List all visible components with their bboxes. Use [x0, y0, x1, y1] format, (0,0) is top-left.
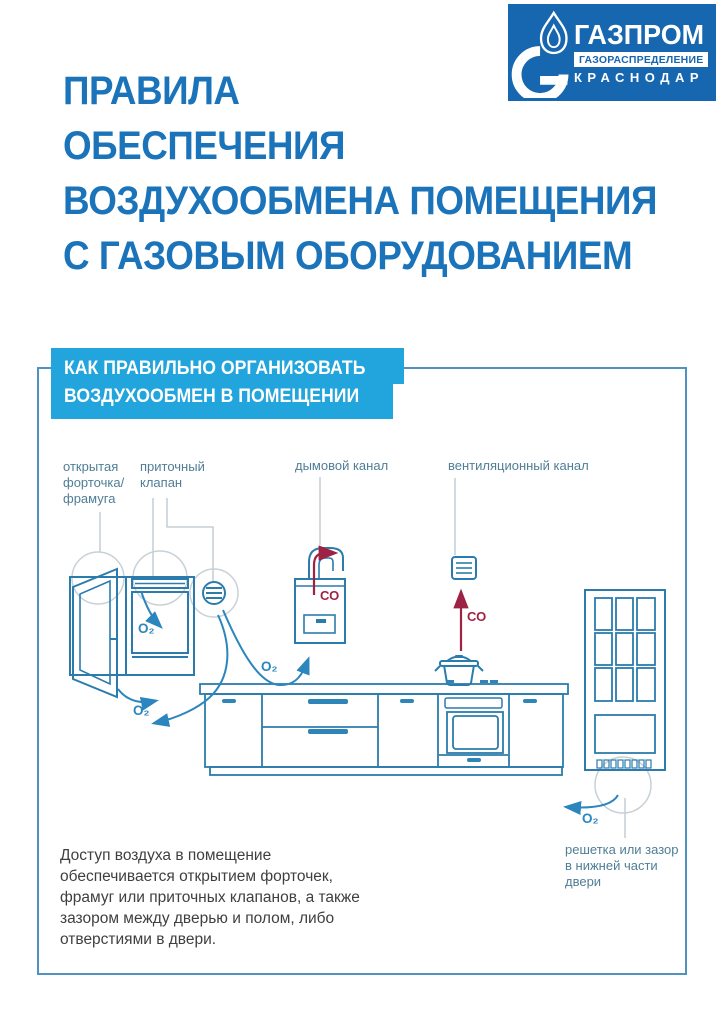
footnote-line-2: обеспечивается открытием форточек, [60, 868, 333, 885]
section-banner [51, 348, 404, 419]
footnote-line-5: отверстиями в двери. [60, 931, 217, 948]
door-glass-panes [595, 598, 655, 701]
logo-company-name: ГАЗПРОМ [574, 18, 704, 50]
logo-division-badge: ГАЗОРАСПРЕДЕЛЕНИЕ [574, 52, 708, 67]
label-inlet-valve-line-1: приточный [140, 459, 205, 474]
footnote-text [60, 845, 360, 950]
footnote-line-4: зазором между дверью и полом, либо [60, 910, 335, 927]
section-banner-line-2: ВОЗДУХООБМЕН В ПОМЕЩЕНИИ [51, 384, 393, 419]
vent-duct-grille-icon [452, 557, 476, 579]
page-title-line-4: С ГАЗОВЫМ ОБОРУДОВАНИЕМ [63, 234, 633, 278]
section-banner-line-1: КАК ПРАВИЛЬНО ОРГАНИЗОВАТЬ [51, 348, 404, 384]
page-title [63, 64, 709, 284]
page-title-line-1: ПРАВИЛА [63, 69, 240, 113]
label-open-window-line-1: открытая [63, 459, 119, 474]
door-drawing [585, 590, 665, 770]
open-window-drawing [70, 569, 194, 697]
logo-city-name: КРАСНОДАР [574, 69, 705, 85]
label-open-window-line-3: фрамуга [63, 491, 116, 506]
label-door-grille-line-3: двери [565, 874, 602, 889]
label-door-grille-line-2: в нижней части [565, 858, 658, 873]
cooking-pot-icon [435, 655, 483, 685]
footnote-line-3: фрамуг или приточных клапанов, а также [60, 889, 360, 906]
wall-inlet-valve-icon [203, 582, 225, 604]
label-door-grille-line-1: решетка или зазор [565, 842, 679, 857]
page-title-line-3: ВОЗДУХООБМЕНА ПОМЕЩЕНИЯ [63, 179, 657, 223]
highlight-circles [72, 551, 651, 813]
co-label-boiler: СО [320, 588, 340, 603]
co-label-vent: СО [467, 609, 487, 624]
cabinet-handles [222, 680, 537, 734]
label-smoke-duct: дымовой канал [295, 458, 389, 473]
o2-label-door: О₂ [582, 811, 599, 826]
kitchen-counter-drawing [200, 680, 568, 775]
oven-stove-icon [439, 698, 508, 762]
footnote-line-1: Доступ воздуха в помещение [60, 847, 272, 864]
label-open-window-line-2: форточка/ [63, 475, 125, 490]
o2-label-window: О₂ [133, 703, 150, 718]
label-vent-duct: вентиляционный канал [448, 458, 589, 473]
label-inlet-valve-line-2: клапан [140, 475, 183, 490]
page-title-line-2: ОБЕСПЕЧЕНИЯ [63, 124, 346, 168]
o2-label-room: О₂ [261, 659, 278, 674]
o2-label-inlet: О₂ [138, 621, 155, 636]
